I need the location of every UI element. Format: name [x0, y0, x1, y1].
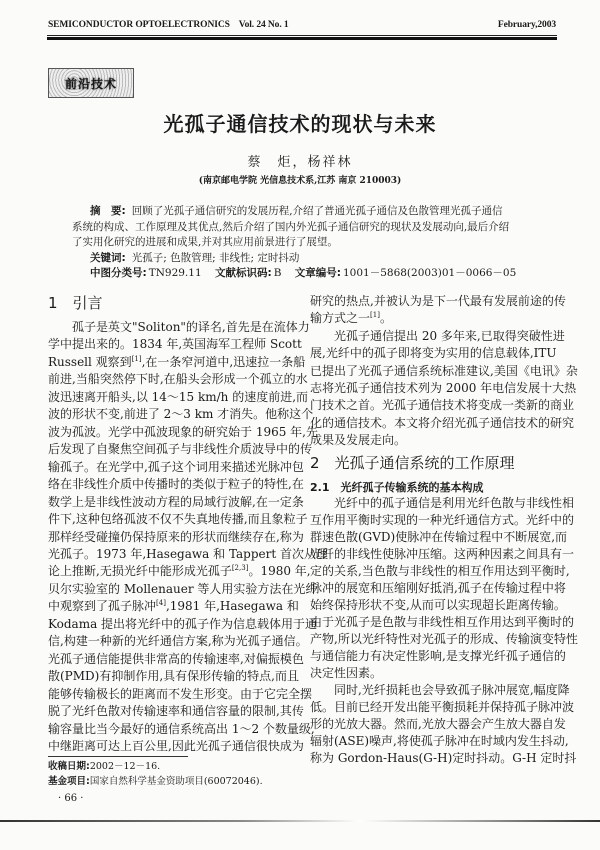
- fund-label: 基金项目:: [48, 776, 90, 787]
- left-column-line: 光孤子通信能提供非常高的传输速率,对偏振模色: [48, 651, 304, 666]
- right-column-bottom-line: 决定性因素。: [310, 666, 383, 680]
- clc-value: TN929.11: [148, 267, 202, 279]
- left-column-line: 能够传输极长的距离而不发生形变。由于它完全摆: [48, 686, 313, 701]
- abstract-text: 回顾了光孤子通信研究的发展历程,介绍了普通光孤子通信及色散管理光孤子通信: [131, 205, 503, 217]
- right-column-top-line: 光孤子通信提出 20 多年来,已取得突破性进: [310, 328, 565, 343]
- abstract-line-1: [90, 204, 530, 219]
- keywords-label: 关键词:: [90, 252, 126, 264]
- right-column-top-line: 化的通信技术。本文将介绍光孤子通信技术的研究: [310, 415, 575, 430]
- right-column-bottom-line: 群速色散(GVD)使脉冲在传输过程中不断展宽,而: [310, 530, 568, 544]
- received-date: 2002－12－16.: [89, 761, 161, 772]
- right-column-top-line: [310, 310, 552, 327]
- right-column-bottom-line: 低。目前已经开发出能平衡损耗并保持孤子脉冲波: [310, 700, 575, 714]
- right-column-bottom-line: 光纤中的孤子通信是利用光纤色散与非线性相: [310, 496, 575, 510]
- right-column-top-line: 展,光纤中的孤子即将变为实用的信息载体,ITU: [310, 346, 557, 361]
- right-column-bottom-line: 产物,所以光纤特性对光孤子的形成、传输演变特性: [310, 632, 578, 646]
- article-no-label: 文章编号:: [294, 267, 341, 279]
- doc-code-value: B: [273, 267, 282, 279]
- header-rule-thick: [47, 37, 557, 40]
- left-column-line: 孤子是英文"Soliton"的译名,首先是在流体力: [48, 320, 310, 334]
- left-column-line: 脱了光纤色散对传输速率和通信容量的限制,其传: [48, 704, 304, 719]
- right-column-bottom-line: 称为 Gordon-Haus(G-H)定时抖动。G-H 定时抖: [310, 751, 577, 765]
- left-column-line: 光孤子。1973 年,Hasegawa 和 Tappert 首次从理: [48, 546, 329, 561]
- right-column-top-line: 已提出了光孤子通信系统标准建议,美国《电讯》杂: [310, 363, 578, 378]
- keywords-value: 光孤子; 色散管理; 非线性; 定时抖动: [131, 252, 300, 264]
- section-1-heading: 1 引言: [48, 294, 103, 312]
- text-segment: 输方式之一: [310, 311, 371, 326]
- right-column-top-line: 成果及发展走向。: [310, 433, 407, 448]
- article-no-value: 1001－5868(2003)01－0066－05: [342, 267, 517, 279]
- journal-header: [48, 20, 289, 30]
- abstract-label: 摘 要:: [90, 205, 126, 217]
- paper-title: 光孤子通信技术的现状与未来: [163, 112, 437, 136]
- right-column-bottom-line: 脉冲的展宽和压缩刚好抵消,孤子在传输过程中将: [310, 581, 566, 595]
- text-segment: 中观察到了孤子脉冲: [48, 599, 157, 614]
- left-column-line: 波的形状不变,前进了 2～3 km 才消失。他称这个: [48, 407, 314, 422]
- doc-code-label: 文献标识码:: [215, 267, 272, 279]
- fund-text: 国家自然科学基金资助项目(60072046).: [89, 776, 263, 787]
- page-number: · 66 ·: [58, 793, 84, 804]
- left-column-line: 后发现了自聚焦空间孤子与非线性介质波导中的传: [48, 442, 313, 457]
- text-segment: 论上推断,无损光纤中能形成光孤子: [48, 564, 232, 579]
- clc-label: 中图分类号:: [90, 267, 147, 279]
- left-column-line: 贝尔实验室的 Mollenauer 等人用实验方法在光纤: [48, 581, 318, 596]
- header-rule: [47, 35, 557, 36]
- right-column-top-line: 门技术之首。光孤子通信技术将变成一类新的商业: [310, 398, 575, 413]
- left-column-line: 件下,这种包络孤波不仅不失真地传播,而且象粒子: [48, 512, 308, 527]
- left-column-line: 输容量比当今最好的通信系统高出 1～2 个数量级,: [48, 721, 315, 736]
- text-segment: 。1980 年,: [248, 564, 311, 579]
- section-2-heading: 2 光孤子通信系统的工作原理: [310, 454, 515, 472]
- left-column-line: 波迅速离开船头,以 14～15 km/h 的速度前进,而: [48, 389, 309, 404]
- affiliation: (南京邮电学院 光信息技术系,江苏 南京 210003): [198, 176, 402, 186]
- citation: [1]: [370, 311, 380, 320]
- badge-label: 前沿技术: [64, 76, 117, 91]
- right-column-bottom-line: 由于光孤子是色散与非线性相互作用达到平衡时的: [310, 615, 575, 629]
- section-2-1-heading: 2.1 光纤孤子传输系统的基本构成: [310, 481, 484, 494]
- right-column-bottom-line: 同时,光纤损耗也会导致孤子脉冲展宽,幅度降: [310, 683, 570, 697]
- left-column-line: 信,构建一种新的光纤通信方案,称为光孤子通信。: [48, 634, 308, 649]
- right-column-bottom-line: 始终保持形状不变,从而可以实现超长距离传输。: [310, 598, 566, 612]
- received-label: 收稿日期:: [48, 761, 90, 772]
- right-column-top-line: 研究的热点,并被认为是下一代最有发展前途的传: [310, 294, 566, 308]
- journal-date: February,2003: [497, 20, 556, 30]
- left-column-line: [48, 354, 306, 371]
- citation: [2,3]: [231, 564, 249, 573]
- right-column-bottom-line: 光纤的非线性使脉冲压缩。这两种因素之间具有一: [310, 547, 575, 561]
- left-column-line: 散(PMD)有抑制作用,具有保形传输的特点,而且: [48, 669, 299, 684]
- journal-name: SEMICONDUCTOR OPTOELECTRONICS: [48, 20, 230, 30]
- footnote-fund: [48, 773, 263, 787]
- text-segment: ,在一条窄河道中,迅速拉一条船: [141, 354, 306, 369]
- footnote-received: [48, 758, 160, 772]
- left-column-line: [48, 598, 299, 615]
- left-column-line: 络在非线性介质中传播时的类似于粒子的特性,在: [48, 477, 304, 492]
- left-column-line: 数学上是非线性波动方程的局域行波解,在一定条: [48, 494, 304, 509]
- abstract-line-3: 了实用化研究的进展和成果,并对其应用前景进行了展望。: [72, 236, 338, 248]
- text-segment: 。: [379, 311, 392, 326]
- left-column-line: Kodama 提出将光纤中的孤子作为信息载体用于通: [48, 616, 318, 631]
- keywords: [90, 251, 530, 266]
- right-column-bottom-line: 定的关系,当色散与非线性的相互作用达到平衡时,: [310, 564, 570, 578]
- left-column-line: 中继距离可达上百公里,因此光孤子通信很快成为: [48, 739, 304, 754]
- left-column-line: 学中提出来的。1834 年,英国海军工程师 Scott: [48, 337, 302, 352]
- citation: [4]: [156, 599, 166, 608]
- right-column-bottom-line: 互作用平衡时实现的一种光纤通信方式。光纤中的: [310, 513, 575, 527]
- column-badge: [48, 68, 134, 98]
- classification: [90, 266, 540, 281]
- text-segment: Russell 观察到: [48, 354, 132, 369]
- text-segment: ,1981 年,Hasegawa 和: [165, 599, 299, 614]
- right-column-bottom-line: 与通信能力有决定性影响,是支撑光纤孤子通信的: [310, 649, 566, 663]
- left-column-line: 前进,当船突然停下时,在船头会形成一个孤立的水: [48, 372, 308, 387]
- journal-volume: Vol. 24 No. 1: [238, 20, 289, 30]
- authors: 蔡 炬，杨祥林: [247, 155, 353, 170]
- citation: [1]: [131, 354, 142, 363]
- abstract-line-2: 系统的构成、工作原理及其优点,然后介绍了国内外光孤子通信研究的现状及发展动向,最后介绍: [72, 221, 510, 233]
- left-column-line: 输孤子。在光学中,孤子这个词用来描述光脉冲包: [48, 459, 304, 474]
- left-column-line: 那样经受碰撞仍保持原来的形状而继续存在,称为: [48, 529, 304, 544]
- footnote-rule: [48, 756, 188, 757]
- right-column-top-line: 志将光孤子通信技术列为 2000 年电信发展十大热: [310, 381, 577, 395]
- right-column-bottom-line: 形的光放大器。然而,光放大器会产生放大器自发: [310, 717, 566, 731]
- bottom-scan-edge: [0, 820, 600, 822]
- left-column-line: 波为孤波。光学中孤波现象的研究始于 1965 年,先: [48, 424, 318, 439]
- right-column-bottom-line: 辐射(ASE)噪声,将使孤子脉冲在时域内发生抖动,: [310, 734, 569, 748]
- left-column-line: [48, 563, 311, 580]
